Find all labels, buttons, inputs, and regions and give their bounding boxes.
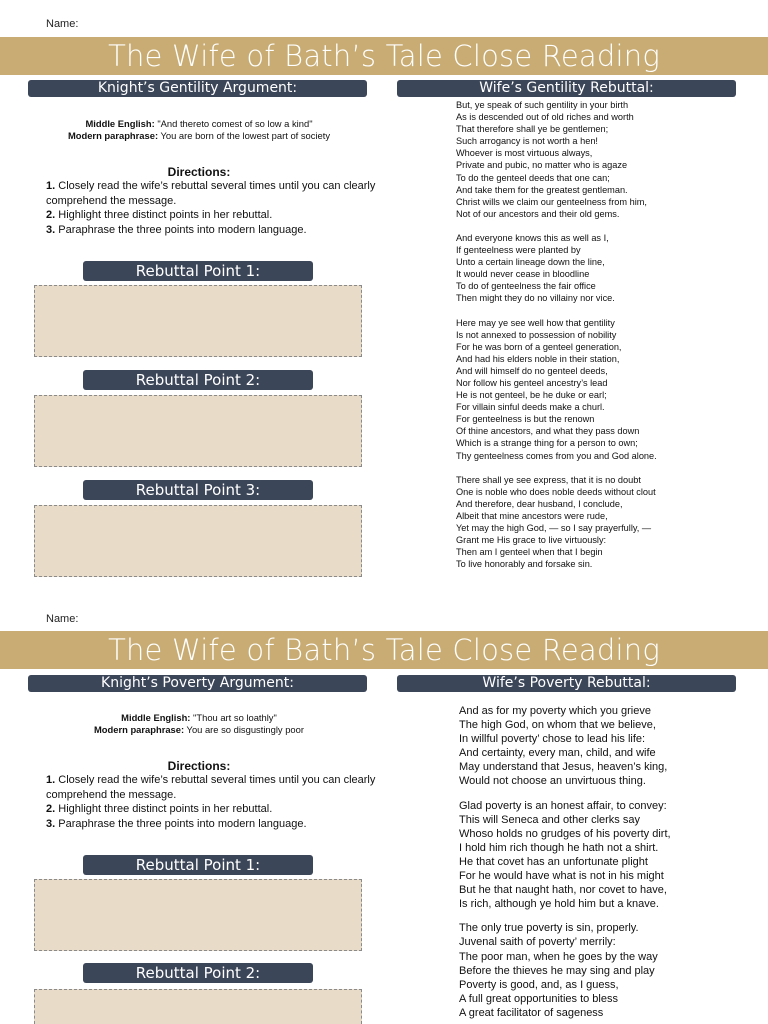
poem-line: For villain sinful deeds make a churl. [456, 402, 605, 413]
poem-line: Thy genteelness comes from you and God alone. [456, 450, 657, 461]
rebuttal-point-1-answer-box[interactable] [34, 879, 362, 951]
middle-english-text: "Thou art so loathly" [193, 712, 277, 723]
poem-line: And certainty, every man, child, and wife [459, 747, 656, 760]
rebuttal-point-3-answer-box[interactable] [34, 505, 362, 577]
poem-line: Poverty is good, and, as I guess, [459, 978, 619, 991]
poem-line: Whoever is most virtuous always, [456, 148, 593, 159]
poem-line: And everyone knows this as well as I, [456, 232, 609, 243]
poem-line: A full great opportunities to bless [459, 992, 618, 1005]
poem-line: If genteelness were planted by [456, 245, 581, 256]
poem-line: And take them for the greatest gentleman. [456, 184, 628, 195]
poem-line: And therefore, dear husband, I conclude, [456, 498, 623, 509]
poem-line: But, ye speak of such gentility in your birth [456, 100, 629, 110]
direction-number: 2. [46, 209, 56, 221]
poem-line: To do of genteelness the fair office [456, 281, 596, 292]
poem-line: Christ wills we claim our genteelness from him, [456, 196, 647, 207]
poem-line: Whoso holds no grudges of his poverty dirt, [459, 827, 671, 840]
poem-stanza [456, 99, 756, 220]
poem-line: Of thine ancestors, and what they pass down [456, 426, 640, 437]
poem-line: Unto a certain lineage down the line, [456, 257, 605, 268]
poem-line: Before the thieves he may sing and play [459, 964, 655, 977]
poem-line: In willful poverty’ chose to lead his life: [459, 733, 646, 746]
poem-stanza [456, 474, 756, 571]
poem-line: Is not annexed to possession of nobility [456, 329, 617, 340]
name-label: Name: [46, 613, 79, 625]
rebuttal-point-2-header: Rebuttal Point 2: [83, 370, 313, 390]
direction-item [46, 208, 376, 223]
direction-text: Paraphrase the three points into modern language. [58, 223, 307, 236]
directions-title: Directions: [167, 165, 231, 179]
paraphrase-label: Modern paraphrase: [93, 724, 185, 735]
poem-line: For genteelness is but the renown [456, 414, 595, 425]
poem-line: I hold him rich though he hath not a shirt. [459, 841, 659, 854]
page-title: The Wife of Bath’s Tale Close Reading [0, 631, 768, 669]
middle-english-label: Middle English: [85, 118, 155, 129]
poem-line: The high God, on whom that we believe, [459, 719, 656, 732]
page-title: The Wife of Bath’s Tale Close Reading [0, 37, 768, 75]
poem-line: The only true poverty is sin, properly. [459, 922, 639, 935]
rebuttal-point-2-header: Rebuttal Point 2: [83, 963, 313, 983]
knight-argument-header: Knight’s Poverty Argument: [28, 675, 367, 692]
direction-item [46, 817, 376, 832]
poem-line: To live honorably and forsake sin. [456, 559, 593, 570]
poem-stanza [456, 317, 756, 462]
direction-number: 1. [46, 180, 56, 192]
poem-line: Which is a strange thing for a person to own; [456, 438, 638, 449]
knight-argument-header: Knight’s Gentility Argument: [28, 80, 367, 97]
middle-english-text: "And thereto comest of so low a kind" [157, 118, 313, 129]
poem-line: He that covet has an unfortunate plight [459, 855, 648, 868]
poem-line: Then am I genteel when that I begin [456, 547, 603, 558]
paraphrase-label: Modern paraphrase: [67, 130, 159, 141]
directions-list [46, 773, 376, 831]
modern-paraphrase-line [26, 724, 372, 736]
poem-stanza [459, 704, 759, 789]
poem-line: Grant me His grace to live virtuously: [456, 535, 607, 546]
poem-line: But he that naught hath, nor covet to have, [459, 884, 667, 897]
poem-line: Juvenal saith of poverty’ merrily: [459, 936, 616, 949]
rebuttal-point-2-answer-box[interactable] [34, 395, 362, 467]
poem-line: Private and pubic, no matter who is agaze [456, 160, 628, 171]
poem-line: Glad poverty is an honest affair, to convey: [459, 799, 667, 812]
poem-line: A great facilitator of sageness [459, 1006, 604, 1019]
poem-line: This will Seneca and other clerks say [459, 813, 640, 826]
poem-line: And had his elders noble in their station, [456, 353, 620, 364]
poem-line: The poor man, when he goes by the way [459, 950, 658, 963]
rebuttal-point-1-answer-box[interactable] [34, 285, 362, 357]
poem-line: May understand that Jesus, heaven’s king, [459, 761, 668, 774]
direction-text: Highlight three distinct points in her rebuttal. [58, 803, 273, 815]
rebuttal-point-3-header: Rebuttal Point 3: [83, 480, 313, 500]
poem-line: There shall ye see express, that it is no doubt [456, 474, 641, 485]
poem-line: Then might they do no villainy nor vice. [456, 293, 615, 304]
wife-rebuttal-header: Wife’s Poverty Rebuttal: [397, 675, 736, 692]
rebuttal-point-1-header: Rebuttal Point 1: [83, 261, 313, 281]
poem-stanza [459, 921, 759, 1020]
direction-text: Closely read the wife’s rebuttal several times until you can clearly comprehend the message. [46, 774, 376, 801]
direction-item [46, 179, 376, 208]
poem-line: Would not choose an unvirtuous thing. [459, 775, 646, 788]
direction-number: 2. [46, 803, 56, 815]
paraphrase-text: You are born of the lowest part of society [160, 130, 331, 141]
direction-item [46, 802, 376, 817]
direction-number: 1. [46, 774, 56, 786]
poem-line: Albeit that mine ancestors were rude, [456, 510, 608, 521]
modern-paraphrase-line [26, 130, 372, 142]
poem-line: Not of our ancestors and their old gems. [456, 208, 620, 219]
direction-item [46, 223, 376, 238]
poem-stanza [456, 232, 756, 305]
middle-english-line [26, 712, 372, 724]
poem-stanza [459, 799, 759, 912]
direction-text: Paraphrase the three points into modern language. [58, 817, 307, 830]
directions-title: Directions: [167, 759, 231, 773]
poem-line: Here may ye see well how that gentility [456, 317, 615, 328]
poem-line: He is not genteel, be he duke or earl; [456, 390, 607, 401]
poem-line: And will himself do no genteel deeds, [456, 365, 608, 376]
poem-line: Is rich, although ye hold him but a knave. [459, 898, 659, 911]
poem-line: Yet may the high God, — so I say prayerfully, — [456, 523, 652, 533]
middle-english-label: Middle English: [121, 712, 191, 723]
poem-line: As is descended out of old riches and worth [456, 112, 634, 123]
direction-item [46, 773, 376, 802]
wife-rebuttal-header: Wife’s Gentility Rebuttal: [397, 80, 736, 97]
poem-line: For he was born of a genteel generation, [456, 341, 622, 352]
direction-text: Closely read the wife’s rebuttal several times until you can clearly comprehend the message. [46, 180, 376, 207]
poem-line: That therefore shall ye be gentlemen; [456, 124, 609, 135]
direction-number: 3. [46, 223, 56, 236]
poem-line: Such arrogancy is not worth a hen! [456, 136, 598, 147]
poverty-rebuttal-poem [459, 704, 759, 1024]
poem-line: For he would have what is not in his might [459, 870, 664, 883]
poem-line: It would never cease in bloodline [456, 269, 590, 280]
poem-line: One is noble who does noble deeds without clout [456, 486, 656, 497]
rebuttal-point-1-header: Rebuttal Point 1: [83, 855, 313, 875]
direction-text: Highlight three distinct points in her rebuttal. [58, 209, 273, 221]
paraphrase-text: You are so disgustingly poor [186, 724, 304, 735]
poem-line: Nor follow his genteel ancestry’s lead [456, 377, 608, 388]
directions-list [46, 179, 376, 237]
rebuttal-point-2-answer-box[interactable] [34, 989, 362, 1024]
poem-line: And as for my poverty which you grieve [459, 705, 651, 717]
poem-line: To do the genteel deeds that one can; [456, 172, 610, 183]
direction-number: 3. [46, 817, 56, 830]
gentility-rebuttal-poem [456, 99, 756, 582]
middle-english-line [26, 118, 372, 130]
name-label: Name: [46, 18, 79, 30]
